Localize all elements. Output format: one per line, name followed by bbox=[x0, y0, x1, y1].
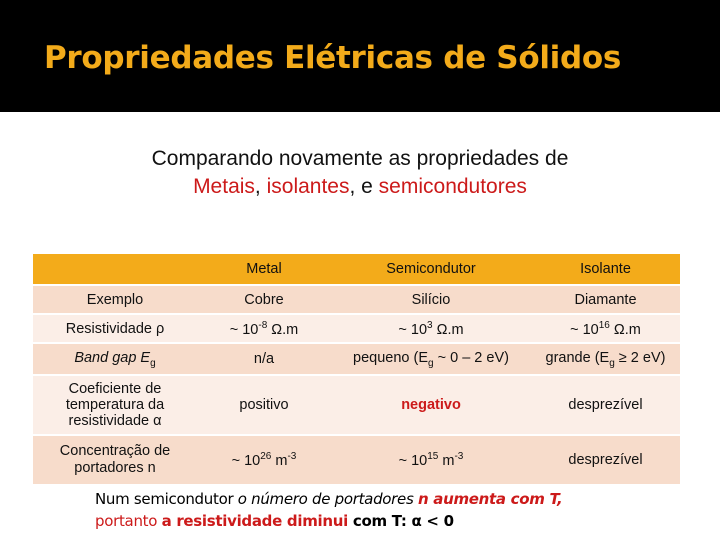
cell-bandgap-iso bbox=[531, 343, 680, 375]
conc-semi-unit: m bbox=[438, 452, 455, 469]
resist-semi-exp: 3 bbox=[427, 319, 433, 331]
conc-metal-exp: 26 bbox=[260, 451, 272, 463]
footnote bbox=[95, 488, 562, 532]
title-bar bbox=[0, 0, 720, 112]
subtitle-sep1: , bbox=[254, 175, 267, 198]
cell-conc-iso: desprezível bbox=[531, 435, 680, 485]
resist-metal-exp: -8 bbox=[258, 319, 268, 331]
bandgap-label-text: Band gap E bbox=[74, 349, 151, 366]
note-p3: n aumenta com T bbox=[417, 490, 558, 508]
label-bandgap bbox=[33, 343, 197, 375]
subtitle-line1: Comparando novamente as propriedades de bbox=[151, 147, 569, 170]
subtitle-sep2: , e bbox=[349, 175, 379, 198]
bandgap-semi-pre: pequeno (E bbox=[353, 349, 429, 366]
note-p2: o número de portadores bbox=[237, 490, 418, 508]
bandgap-semi-sub: g bbox=[428, 357, 434, 369]
bandgap-label-sub: g bbox=[150, 357, 156, 369]
note-p6: a resistividade diminui bbox=[161, 512, 348, 530]
header-empty bbox=[33, 253, 197, 285]
coef-label-l1: Coeficiente de bbox=[68, 381, 162, 397]
conc-semi-base: ~ 10 bbox=[398, 452, 428, 469]
cell-coef-semi: negativo bbox=[331, 375, 531, 435]
conc-metal-unit-exp: -3 bbox=[287, 451, 297, 463]
note-p1: Num semicondutor bbox=[95, 490, 238, 508]
header-semicondutor: Semicondutor bbox=[331, 253, 531, 285]
cell-coef-metal: positivo bbox=[197, 375, 331, 435]
cell-exemplo-semi: Silício bbox=[331, 285, 531, 314]
note-p7: com T: α < 0 bbox=[347, 512, 454, 530]
conc-semi-exp: 15 bbox=[427, 451, 439, 463]
subtitle bbox=[0, 145, 720, 201]
resist-iso-base: ~ 10 bbox=[570, 321, 599, 338]
cell-conc-semi bbox=[331, 435, 531, 485]
resist-iso-unit: Ω.m bbox=[609, 321, 641, 338]
slide-title: Propriedades Elétricas de Sólidos bbox=[44, 40, 622, 76]
resist-semi-base: ~ 10 bbox=[398, 321, 428, 338]
resist-iso-exp: 16 bbox=[598, 319, 610, 331]
bandgap-iso-pre: grande (E bbox=[545, 349, 610, 366]
semicondutores-label: semicondutores bbox=[378, 175, 527, 198]
conc-metal-base: ~ 10 bbox=[231, 452, 261, 469]
conc-metal-unit: m bbox=[271, 452, 288, 469]
cell-resist-metal bbox=[197, 314, 331, 343]
subtitle-line2 bbox=[0, 173, 720, 201]
cell-coef-iso: desprezível bbox=[531, 375, 680, 435]
coef-label-l3: resistividade α bbox=[68, 413, 162, 429]
isolantes-label: isolantes bbox=[266, 175, 350, 198]
label-resistividade: Resistividade ρ bbox=[33, 314, 197, 343]
properties-table bbox=[33, 252, 680, 486]
coef-label-l2: temperatura da bbox=[65, 397, 165, 413]
bandgap-iso-sub: g bbox=[609, 357, 615, 369]
metais-label: Metais bbox=[193, 175, 255, 198]
table-row-exemplo bbox=[33, 285, 680, 314]
label-exemplo: Exemplo bbox=[33, 285, 197, 314]
cell-resist-iso bbox=[531, 314, 680, 343]
footnote-line2 bbox=[95, 510, 562, 532]
resist-semi-unit: Ω.m bbox=[432, 321, 464, 338]
conc-label-l2: portadores n bbox=[74, 460, 156, 476]
footnote-line1 bbox=[95, 488, 562, 510]
note-p5: portanto bbox=[95, 512, 162, 530]
table-row-resistividade bbox=[33, 314, 680, 343]
conc-label-l1: Concentração de bbox=[59, 443, 171, 459]
table-header-row bbox=[33, 253, 680, 285]
table-row-concentracao bbox=[33, 435, 680, 485]
label-concentracao bbox=[33, 435, 197, 485]
header-metal: Metal bbox=[197, 253, 331, 285]
resist-metal-unit: Ω.m bbox=[267, 321, 299, 338]
table-row-coeficiente bbox=[33, 375, 680, 435]
note-p4: , bbox=[557, 490, 563, 508]
cell-bandgap-metal: n/a bbox=[197, 343, 331, 375]
cell-bandgap-semi bbox=[331, 343, 531, 375]
cell-resist-semi bbox=[331, 314, 531, 343]
cell-exemplo-metal: Cobre bbox=[197, 285, 331, 314]
cell-exemplo-iso: Diamante bbox=[531, 285, 680, 314]
header-isolante: Isolante bbox=[531, 253, 680, 285]
cell-conc-metal bbox=[197, 435, 331, 485]
label-coeficiente bbox=[33, 375, 197, 435]
bandgap-iso-post: ≥ 2 eV) bbox=[614, 349, 666, 366]
resist-metal-base: ~ 10 bbox=[229, 321, 259, 338]
conc-semi-unit-exp: -3 bbox=[454, 451, 464, 463]
bandgap-semi-post: ~ 0 – 2 eV) bbox=[433, 349, 509, 366]
table-row-bandgap bbox=[33, 343, 680, 375]
